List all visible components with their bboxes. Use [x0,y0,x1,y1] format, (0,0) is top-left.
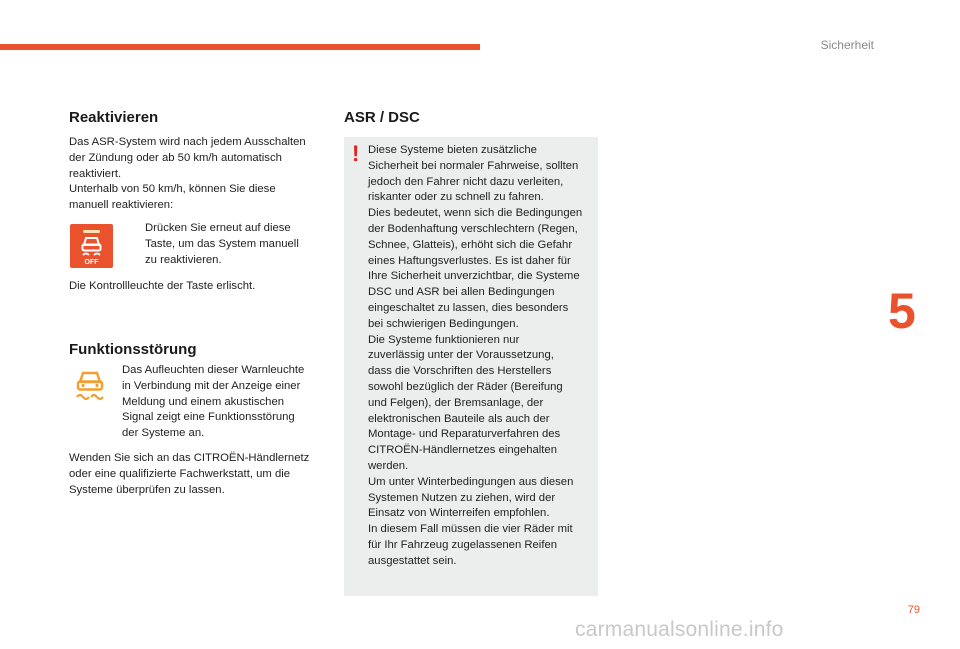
reactivate-intro: Das ASR-System wird nach jedem Ausschalten der Zündung oder ab 50 km/h automatisch reaktiviert. Unterhalb von 50 km/h, können Sie diese manuell reaktivieren: [69,136,306,212]
watermark: carmanualsonline.info [575,618,784,641]
reactivate-step: Drücken Sie erneut auf diese Taste, um das System manuell zu reaktivieren. [145,222,299,266]
reactivate-note: Die Kontrollleuchte der Taste erlischt. [69,280,256,292]
malfunction-advice: Wenden Sie sich an das CITROËN-Händlernetz oder eine qualifizierte Fachwerkstatt, um die Systeme überprüfen zu lassen. [69,452,310,496]
asr-dsc-body: Diese Systeme bieten zusätzliche Sicherheit bei normaler Fahrweise, sollten jedoch den Fahrer nicht dazu verleiten, riskanter oder zu schnell zu fahren. Dies bedeutet, wenn sich die Bedingungen der Bodenhaftung verschlechtern (Regen, Schnee, Glatteis), erhöht sich die Gefahr eines Haftungsverlustes. Es ist daher für Ihre Sicherheit unverzichtbar, die Systeme DSC und ASR bei allen Bedingungen eingeschaltet zu lassen, dies besonders bei schwierigen Bedingungen. Die Systeme funktionieren nur zuverlässig unter der Voraussetzung, dass die Vorschriften des Herstellers sowohl bezüglich der Räder (Bereifung und Felgen), der Bremsanlage, der elektronischen Bauteile als auch der Montage- und Reparaturverfahren des CITROËN-Händlernetzes eingehalten werden. Um unter Winterbedingungen aus diesen Systemen Nutzen zu ziehen, wird der Einsatz von Winterreifen empfohlen. In diesem Fall müssen die vier Räder mit für Ihr Fahrzeug zugelassenen Reifen ausgestattet sein. [368,144,583,567]
off-label: OFF [84,259,99,266]
traction-control-off-icon [70,224,113,268]
header-accent-bar [0,44,480,50]
malfunction-warning-text: Das Aufleuchten dieser Warnleuchte in Verbindung mit der Anzeige einer Meldung und einem akustischen Signal zeigt eine Funktionsstörung der Systeme an. [122,364,305,440]
section-title: Sicherheit [820,38,874,52]
page-number: 79 [907,604,920,616]
chapter-number: 5 [888,283,916,339]
asr-dsc-heading: ASR / DSC [344,109,420,126]
malfunction-heading: Funktionsstörung [69,341,197,358]
alert-icon: ! [352,141,360,166]
reactivate-heading: Reaktivieren [69,109,159,126]
traction-control-warning-icon [72,366,108,406]
